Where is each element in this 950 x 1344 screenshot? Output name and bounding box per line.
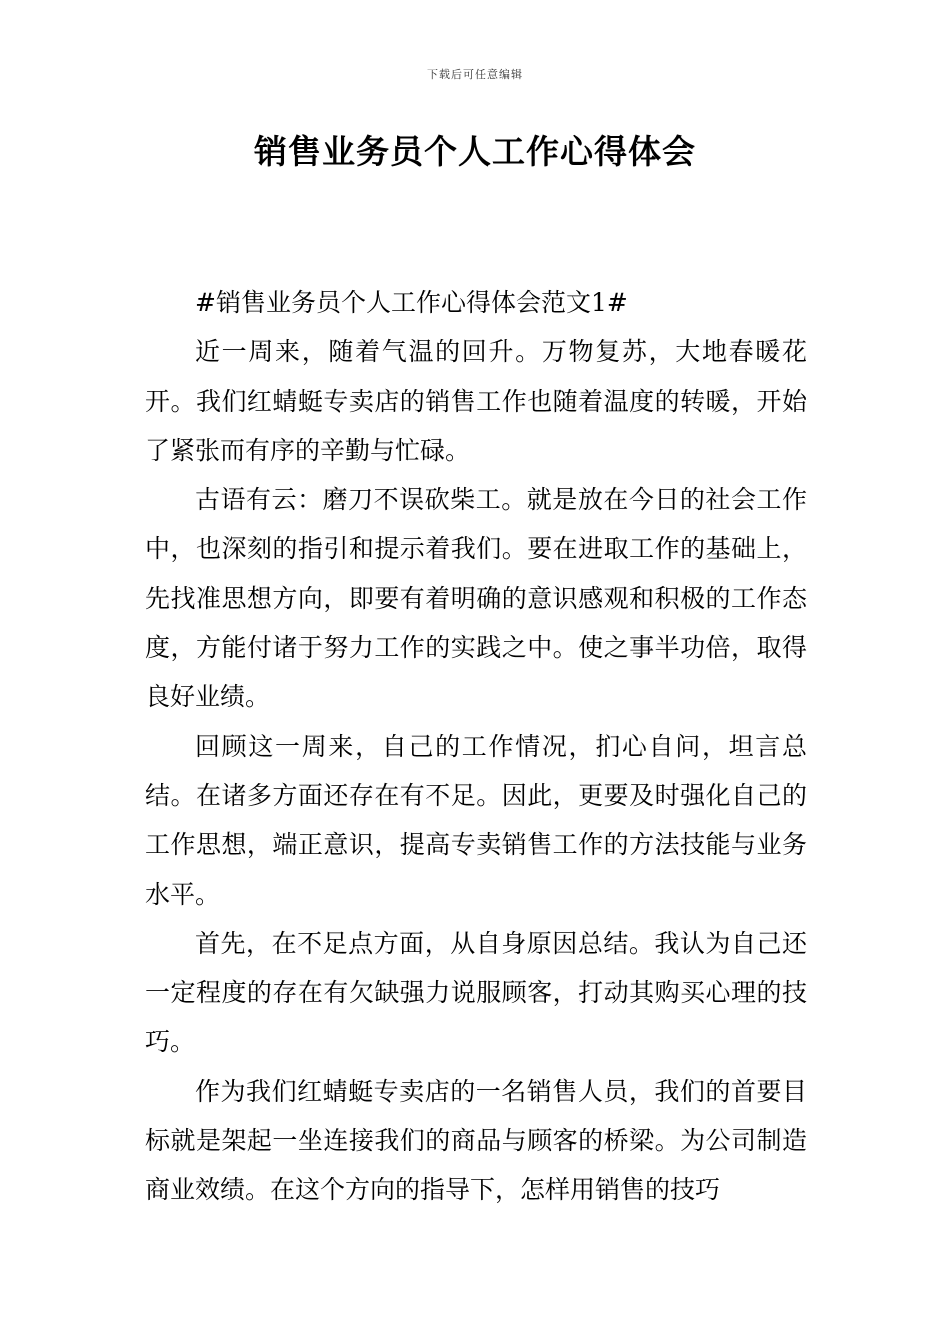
- paragraph: 古语有云：磨刀不误砍柴工。就是放在今日的社会工作中，也深刻的指引和提示着我们。要在进取工作的基础上，先找准思想方向，即要有着明确的意识感观和积极的工作态度，方能付诸于努力工作的实践之中。使之事半功倍，取得良好业绩。: [145, 485, 807, 712]
- essay-subtitle: #销售业务员个人工作心得体会范文1#: [195, 288, 628, 317]
- paragraph: 首先，在不足点方面，从自身原因总结。我认为自己还一定程度的存在有欠缺强力说服顾客，打动其购买心理的技巧。: [145, 928, 807, 1057]
- paragraph: 回顾这一周来，自己的工作情况，扪心自问，坦言总结。在诸多方面还存在有不足。因此，更要及时强化自己的工作思想，端正意识，提高专卖销售工作的方法技能与业务水平。: [145, 731, 807, 909]
- header-note: 下载后可任意编辑: [427, 68, 523, 81]
- paragraph: 作为我们红蜻蜓专卖店的一名销售人员，我们的首要目标就是架起一坐连接我们的商品与顾客的桥梁。为公司制造商业效绩。在这个方向的指导下，怎样用销售的技巧: [145, 1076, 807, 1205]
- paragraph: 近一周来，随着气温的回升。万物复苏，大地春暖花开。我们红蜻蜓专卖店的销售工作也随着温度的转暖，开始了紧张而有序的辛勤与忙碌。: [145, 337, 807, 465]
- document-body: [145, 278, 807, 1215]
- document-title: 销售业务员个人工作心得体会: [254, 132, 696, 171]
